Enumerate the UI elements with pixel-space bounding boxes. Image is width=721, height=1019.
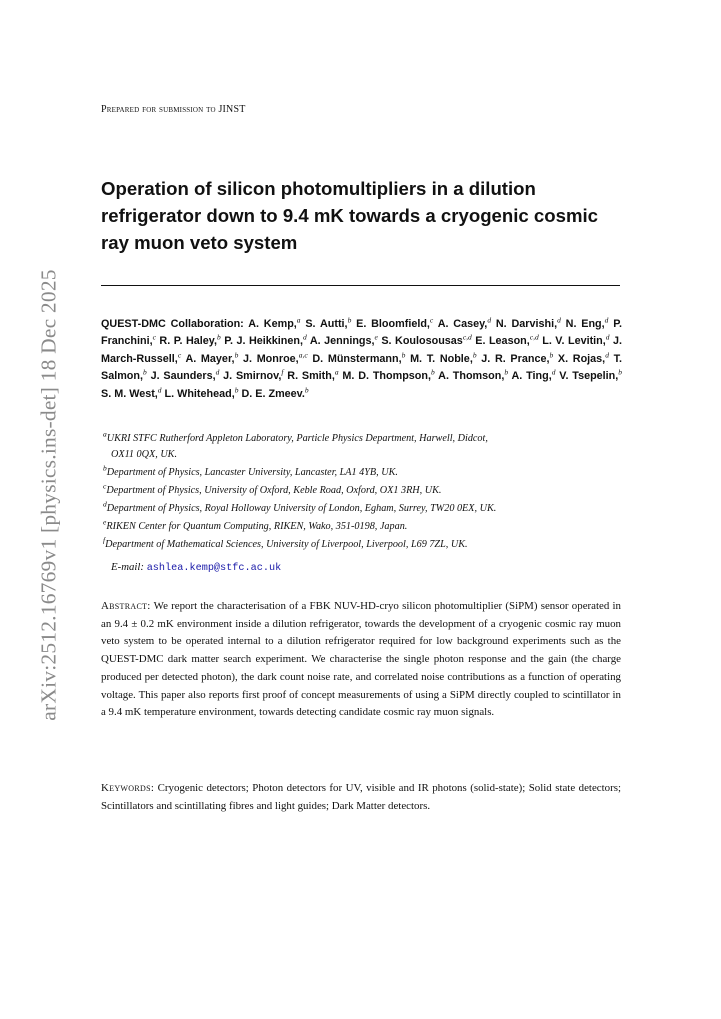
contact-email — [111, 561, 281, 574]
author-name: P. Franchini, — [101, 318, 623, 348]
affiliation-mark: e — [103, 517, 107, 527]
affiliation-mark: b — [347, 315, 352, 325]
affiliation-text: Department of Physics, University of Oxford, Keble Road, Oxford, OX1 3RH, UK. — [106, 485, 442, 497]
author-name: A. Jennings, — [309, 335, 375, 348]
affiliation-mark: a,c — [298, 350, 308, 360]
affiliation-mark: b — [401, 350, 406, 360]
abstract-heading: Abstract: — [101, 600, 151, 612]
title-rule — [101, 285, 620, 286]
author-name: A. Mayer, — [185, 352, 235, 365]
abstract — [101, 598, 621, 722]
keywords-text: Cryogenic detectors; Photon detectors for UV, visible and IR photons (solid-state); Solid state detectors; Scintillators and scintillating fibres and light guides; Dark Matter detectors. — [101, 782, 621, 812]
affiliation-mark: b — [504, 367, 509, 377]
affiliation-mark: b — [431, 367, 435, 377]
author-name: R. Smith, — [287, 370, 335, 383]
author-name: D. Münstermann, — [312, 352, 402, 365]
author-name: J. Saunders, — [150, 370, 216, 383]
author-name: T. Salmon, — [101, 352, 623, 383]
email-address-link[interactable]: ashlea.kemp@stfc.ac.uk — [146, 563, 282, 574]
author-name: A. Kemp, — [248, 318, 297, 330]
affiliation-mark: b — [217, 332, 221, 342]
affiliation-mark: f — [281, 367, 284, 377]
affiliation-mark: c — [152, 332, 156, 342]
affiliation-item — [103, 431, 603, 464]
journal-name: JINST — [218, 104, 246, 115]
author-name: M. T. Noble, — [410, 352, 473, 365]
author-name: J. March-Russell, — [101, 335, 623, 365]
author-name: N. Darvishi, — [495, 318, 558, 330]
affiliation-mark: d — [157, 385, 162, 395]
submission-note — [101, 104, 246, 115]
affiliation-text: Department of Mathematical Sciences, University of Liverpool, Liverpool, L69 7ZL, UK. — [105, 538, 468, 550]
submission-prefix: Prepared for submission to — [101, 104, 216, 115]
author-name: A. Thomson, — [438, 370, 505, 383]
affiliation-mark: a — [103, 429, 107, 439]
affiliation-item — [103, 537, 603, 553]
author-name: S. M. West, — [101, 387, 158, 400]
paper-title: Operation of silicon photomultipliers in a dilution refrigerator down to 9.4 mK towards a cryogenic cosmic ray muon veto system — [101, 178, 599, 253]
author-name: E. Leason, — [475, 335, 530, 348]
affiliation-mark: a — [296, 315, 301, 325]
affiliation-mark: d — [215, 367, 220, 377]
author-name: V. Tsepelin, — [559, 370, 619, 383]
author-name: L. V. Levitin, — [542, 335, 606, 348]
affiliation-mark: a — [334, 367, 339, 377]
affiliation-mark: b — [143, 367, 147, 377]
affiliation-mark: d — [557, 315, 561, 325]
affiliation-mark: d — [487, 315, 492, 325]
affiliation-item — [103, 483, 603, 499]
affiliation-mark: f — [103, 535, 106, 545]
affiliation-text: RIKEN Center for Quantum Computing, RIKEN, Wako, 351-0198, Japan. — [106, 521, 408, 533]
affiliation-mark: b — [304, 385, 309, 395]
affiliation-mark: d — [551, 367, 556, 377]
author-name: M. D. Thompson, — [342, 370, 431, 383]
affiliation-mark: b — [234, 385, 239, 395]
author-name: N. Eng, — [565, 318, 605, 330]
affiliation-list — [103, 431, 603, 555]
affiliation-mark: c,d — [529, 332, 539, 342]
author-name: X. Rojas, — [557, 352, 606, 365]
author-name: A. Ting, — [511, 370, 552, 383]
author-name: P. J. Heikkinen, — [224, 335, 304, 348]
keywords — [101, 780, 621, 815]
affiliation-mark: d — [605, 350, 609, 360]
author-name: J. Smirnov, — [223, 370, 282, 383]
keywords-heading: Keywords: — [101, 782, 155, 794]
author-name: S. Koulosousas — [381, 335, 463, 348]
affiliation-mark: d — [103, 499, 107, 509]
affiliation-mark: c — [103, 481, 107, 491]
affiliation-mark: e — [374, 332, 378, 342]
author-name: E. Bloomfield, — [356, 318, 430, 330]
affiliation-mark: b — [234, 350, 239, 360]
affiliation-mark: b — [103, 463, 107, 473]
affiliation-mark: d — [604, 315, 609, 325]
affiliation-mark: b — [618, 367, 623, 377]
arxiv-identifier-stamp: arXiv:2512.16769v1 [physics.ins-det] 18 Dec 2025 — [36, 269, 61, 721]
author-name: S. Autti, — [305, 318, 348, 330]
collaboration-label: QUEST-DMC Collaboration: — [101, 318, 244, 330]
author-name: A. Casey, — [437, 318, 488, 330]
author-names — [101, 315, 623, 400]
affiliation-mark: b — [549, 350, 554, 360]
affiliation-text: Department of Physics, Lancaster University, Lancaster, LA1 4YB, UK. — [106, 467, 398, 479]
affiliation-mark: c,d — [462, 332, 472, 342]
affiliation-mark: d — [303, 332, 307, 342]
affiliation-text: Department of Physics, Royal Holloway University of London, Egham, Surrey, TW20 0EX, UK. — [106, 503, 497, 515]
author-list — [101, 316, 622, 403]
affiliation-item — [103, 519, 603, 535]
affiliation-mark: c — [429, 315, 434, 325]
author-name: D. E. Zmeev. — [241, 387, 305, 400]
affiliation-item — [103, 501, 603, 517]
affiliation-text-continued: OX11 0QX, UK. — [111, 449, 178, 461]
author-name: R. P. Haley, — [159, 335, 217, 348]
affiliation-mark: c — [177, 350, 182, 360]
affiliation-mark: d — [605, 332, 610, 342]
author-name: L. Whitehead, — [164, 387, 235, 400]
email-label: E-mail: — [111, 561, 144, 573]
author-name: J. R. Prance, — [481, 352, 550, 365]
abstract-text: We report the characterisation of a FBK NUV-HD-cryo silicon photomultiplier (SiPM) sensor operated in an 9.4 ± 0.2 mK environment inside a dilution refrigerator, towards the development of a cryogenic cosmic ray muon veto system to be operated internal to a dilution refrigerator required for low background experiments such as the QUEST-DMC dark matter search experiment. We characterise the single photon response and the gain (the charge produced per detected photon), the dark count noise rate, and correlated noise contributions as a function of operating voltage. This paper also reports first proof of concept measurements of using a SiPM directly coupled to scintillator in a 9.4 mK temperature environment, towards detecting candidate cosmic ray muon signals. — [101, 600, 622, 719]
affiliation-item — [103, 465, 603, 481]
affiliation-text: UKRI STFC Rutherford Appleton Laboratory, Particle Physics Department, Harwell, Didcot, — [106, 433, 488, 444]
affiliation-mark: b — [472, 350, 477, 360]
author-name: J. Monroe, — [243, 352, 299, 365]
